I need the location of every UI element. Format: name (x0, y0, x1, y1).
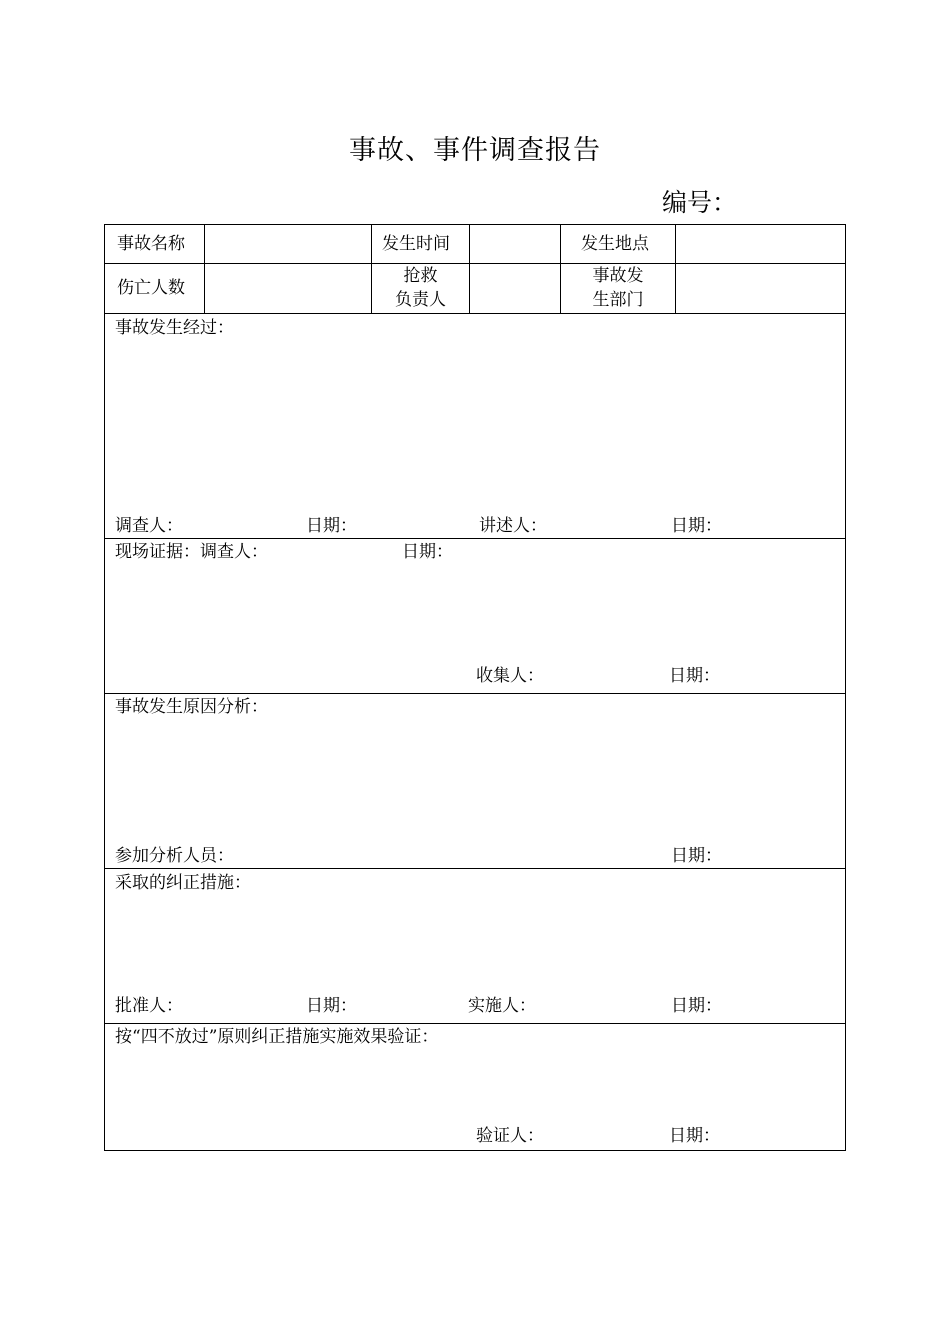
report-title: 事故、事件调查报告 (349, 135, 601, 166)
verifier-label: 验证人： (476, 1126, 544, 1146)
process-date1-label: 日期： (306, 516, 357, 536)
corrective-date1-label: 日期： (306, 996, 357, 1016)
rescue-leader-field[interactable] (470, 264, 560, 313)
evidence-date-label: 日期： (669, 666, 720, 686)
accident-name-label: 事故名称 (117, 234, 185, 254)
occurrence-time-label: 发生时间 (382, 234, 450, 254)
report-form-table (104, 224, 846, 1151)
responsible-dept-label-line2: 生部门 (592, 290, 644, 310)
corrective-implementer-label: 实施人： (468, 996, 536, 1016)
casualty-count-field[interactable] (205, 264, 371, 313)
cause-date-label: 日期： (671, 846, 722, 866)
rescue-leader-label (372, 264, 469, 312)
occurrence-time-field[interactable] (470, 225, 560, 263)
occurrence-place-label: 发生地点 (581, 234, 649, 254)
row-divider (105, 693, 845, 694)
corrective-approver-label: 批准人： (115, 996, 183, 1016)
evidence-collector-label: 收集人： (476, 666, 544, 686)
process-narrator-label: 讲述人： (479, 516, 547, 536)
row-divider (105, 1023, 845, 1024)
cause-analysis-label: 事故发生原因分析： (115, 697, 268, 717)
occurrence-place-field[interactable] (676, 225, 846, 263)
corrective-measures-label: 采取的纠正措施： (115, 873, 251, 893)
report-number-label: 编号： (662, 188, 738, 217)
accident-name-field[interactable] (205, 225, 371, 263)
verification-label: 按“四不放过”原则纠正措施实施效果验证： (115, 1027, 439, 1047)
row-divider (105, 538, 845, 539)
verification-date-label: 日期： (669, 1126, 720, 1146)
casualty-count-label: 伤亡人数 (117, 278, 185, 298)
row-divider (105, 868, 845, 869)
corrective-date2-label: 日期： (671, 996, 722, 1016)
evidence-label: 现场证据：调查人： (115, 542, 268, 562)
cause-participants-label: 参加分析人员： (115, 846, 234, 866)
process-label: 事故发生经过： (115, 318, 234, 338)
process-investigator-label: 调查人： (115, 516, 183, 536)
rescue-leader-label-line2: 负责人 (395, 290, 446, 310)
evidence-date-top-label: 日期： (402, 542, 453, 562)
responsible-dept-label-line1: 事故发 (592, 266, 644, 286)
rescue-leader-label-line1: 抢救 (403, 266, 438, 286)
row-divider (105, 313, 845, 314)
responsible-dept-label (561, 264, 675, 312)
responsible-dept-field[interactable] (676, 264, 846, 313)
process-date2-label: 日期： (671, 516, 722, 536)
